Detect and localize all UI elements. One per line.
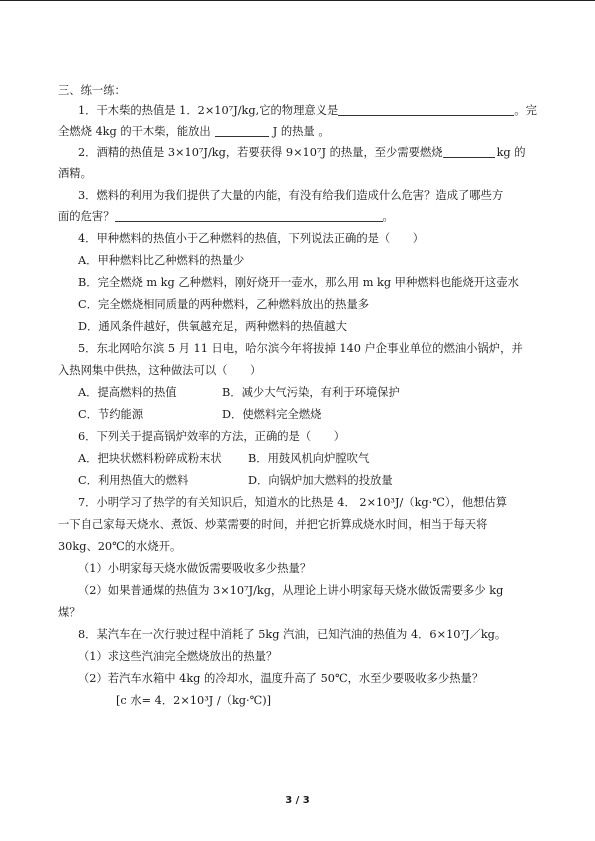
question-5-option-b[interactable]: B．减少大气污染，有利于环境保护 [222, 386, 400, 399]
question-6-stem: 6．下列关于提高锅炉效率的方法，正确的是（ ） [78, 430, 346, 443]
question-5-option-d[interactable]: D．使燃料完全燃烧 [222, 408, 322, 421]
question-5-line-1: 5．东北网哈尔滨 5 月 11 日电，哈尔滨今年将拔掉 140 户企事业单位的燃油小锅炉，并 [78, 342, 523, 355]
answer-blank-1a[interactable] [338, 104, 514, 116]
question-4-option-c[interactable]: C．完全燃烧相同质量的两种燃料，乙种燃料放出的热量多 [78, 298, 370, 311]
question-8-sub-2: （2）若汽车水箱中 4kg 的冷却水，温度升高了 50℃，水至少要吸收多少热量？ [78, 672, 484, 685]
question-2-line-1 [78, 146, 526, 160]
question-5-option-c[interactable]: C．节约能源 [78, 408, 144, 421]
question-4-option-d[interactable]: D．通风条件越好，供氧越充足，两种燃料的热值越大 [78, 320, 347, 333]
answer-blank-3[interactable] [115, 210, 383, 222]
question-1-text-c: 全燃烧 4kg 的干木柴，能放出 [58, 125, 211, 138]
question-5-line-2: 入热网集中供热，这种做法可以（ ） [58, 364, 262, 377]
question-1-text-b: 。完 [514, 104, 537, 117]
question-5-option-a[interactable]: A．提高燃料的热值 [78, 386, 177, 399]
question-3-line-1: 3．燃料的利用为我们提供了大量的内能，有没有给我们造成什么危害？造成了哪些方 [78, 189, 504, 202]
question-8-line-1: 8．某汽车在一次行驶过程中消耗了 5kg 汽油，已知汽油的热值为 4．6×10⁷J／kg。 [78, 628, 507, 641]
question-2-text-b: kg 的 [496, 146, 526, 159]
question-8-sub-1: （1）求这些汽油完全燃烧放出的热量？ [78, 650, 278, 663]
question-7-sub-1: （1）小明家每天烧水做饭需要吸收多少热量？ [78, 562, 312, 575]
question-6-option-d[interactable]: D．向锅炉加大燃料的投放量 [248, 474, 393, 487]
question-1-line-1 [78, 104, 537, 118]
question-4-option-b[interactable]: B．完全燃烧 m kg 乙种燃料，刚好烧开一壶水，那么用 m kg 甲种燃料也能烧开这壶水 [78, 276, 519, 289]
question-2-line-2: 酒精。 [58, 167, 92, 180]
question-7-sub-2-line-2: 煤？ [58, 606, 81, 619]
section-title: 三、练一练： [58, 84, 126, 97]
question-6-option-b[interactable]: B．用鼓风机向炉膛吹气 [248, 452, 370, 465]
question-3-text-c: 。 [382, 210, 394, 223]
question-2-text-a: 2．酒精的热值是 3×10⁷J/kg，若要获得 9×10⁷J 的热量，至少需要燃烧 [78, 146, 443, 159]
question-6-option-c[interactable]: C．利用热值大的燃料 [78, 474, 189, 487]
question-7-sub-2-line-1: （2）如果普通煤的热值为 3×10⁷J/kg，从理论上讲小明家每天烧水做饭需要多少 kg [78, 584, 504, 597]
question-7-line-2: 一下自己家每天烧水、煮饭、炒菜需要的时间，并把它折算成烧水时间，相当于每天将 [58, 518, 488, 531]
question-3-text-b: 面的危害？ [58, 210, 115, 223]
question-3-line-2 [58, 210, 394, 224]
question-7-line-3: 30kg、20℃的水烧开。 [58, 540, 182, 553]
question-4-option-a[interactable]: A．甲种燃料比乙种燃料的热量少 [78, 254, 245, 267]
question-1-text-a: 1．干木柴的热值是 1．2×10⁷J/kg,它的物理意义是 [78, 104, 339, 117]
question-4-stem: 4．甲种燃料的热值小于乙种燃料的热值，下列说法正确的是（ ） [78, 232, 425, 245]
question-7-line-1: 7．小明学习了热学的有关知识后，知道水的比热是 4． 2×10³J/（kg·℃），他想估算 [78, 496, 508, 509]
answer-blank-2[interactable] [443, 146, 495, 158]
page-number: 3 / 3 [285, 795, 310, 806]
question-1-text-d: J 的热量 。 [272, 125, 330, 138]
question-1-line-2 [58, 125, 330, 139]
question-6-option-a[interactable]: A．把块状燃料粉碎成粉末状 [78, 452, 222, 465]
question-8-note: [c 水= 4．2×10³J /（kg·℃)] [116, 694, 272, 707]
answer-blank-1b[interactable] [215, 125, 269, 137]
